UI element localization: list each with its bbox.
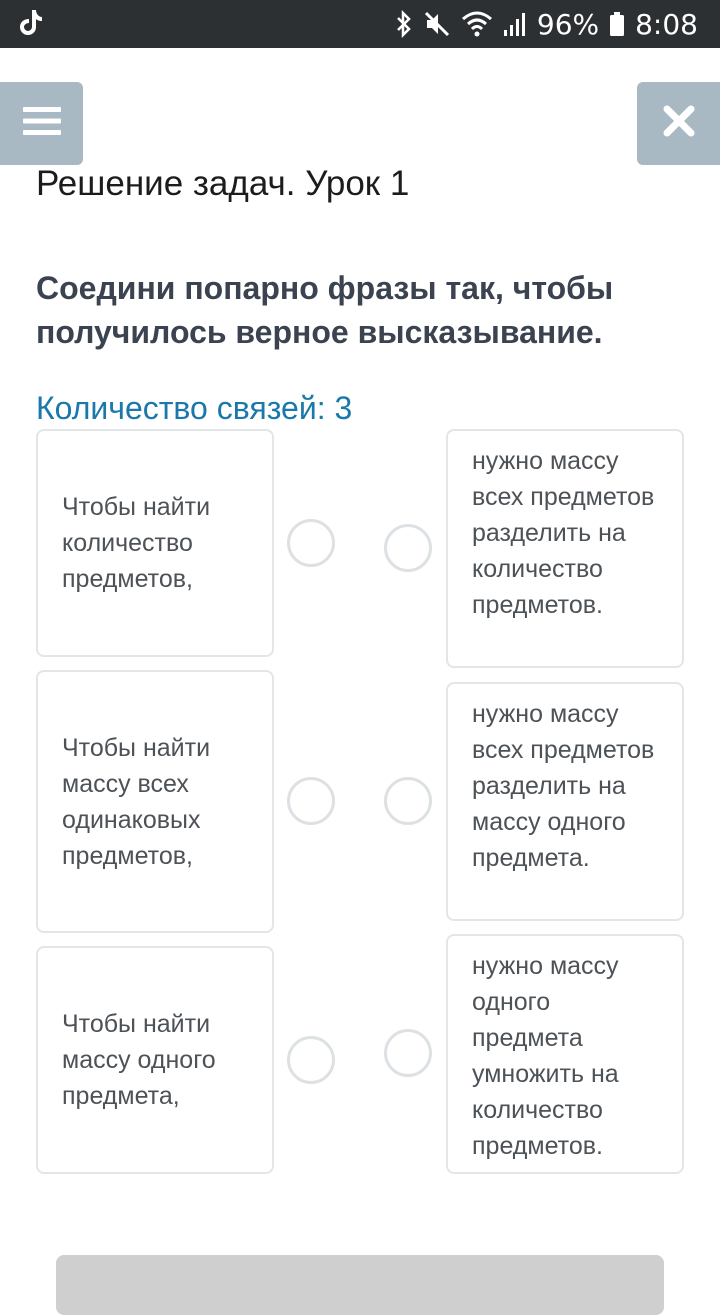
left-item-text: Чтобы найти количество предметов, bbox=[62, 493, 211, 593]
left-item-2[interactable] bbox=[36, 670, 274, 933]
hamburger-menu-icon bbox=[23, 105, 61, 142]
close-icon bbox=[663, 105, 695, 142]
left-item-text: Чтобы найти массу одного предмета, bbox=[62, 1010, 216, 1110]
submit-button[interactable] bbox=[56, 1255, 664, 1315]
left-connector-1[interactable] bbox=[287, 519, 335, 567]
close-button[interactable] bbox=[637, 82, 720, 165]
menu-button[interactable] bbox=[0, 82, 83, 165]
left-item-1[interactable] bbox=[36, 429, 274, 657]
status-right bbox=[395, 8, 698, 41]
right-item-2[interactable] bbox=[446, 682, 684, 921]
right-item-text: нужно массу всех предметов разделить на количество предметов. bbox=[472, 447, 655, 619]
battery-percent: 96% bbox=[536, 7, 600, 41]
right-connector-2[interactable] bbox=[384, 777, 432, 825]
left-connector-2[interactable] bbox=[287, 777, 335, 825]
wifi-icon bbox=[461, 10, 493, 38]
status-bar bbox=[0, 0, 720, 48]
question-text: Соедини попарно фразы так, чтобы получилось верное высказывание. bbox=[36, 270, 614, 350]
right-item-text: нужно массу одного предмета умножить на количество предметов. bbox=[472, 952, 619, 1160]
right-connector-3[interactable] bbox=[384, 1029, 432, 1077]
left-connector-3[interactable] bbox=[287, 1036, 335, 1084]
status-left bbox=[18, 8, 44, 41]
bluetooth-icon bbox=[395, 10, 413, 38]
mute-icon bbox=[423, 10, 451, 38]
right-item-text: нужно массу всех предметов разделить на массу одного предмета. bbox=[472, 700, 655, 872]
clock: 8:08 bbox=[635, 7, 698, 41]
right-item-1[interactable] bbox=[446, 429, 684, 668]
page-title: Решение задач. Урок 1 bbox=[36, 164, 410, 203]
tiktok-icon bbox=[18, 8, 44, 41]
left-item-text: Чтобы найти массу всех одинаковых предметов, bbox=[62, 733, 211, 870]
right-item-3[interactable] bbox=[446, 934, 684, 1174]
right-connector-1[interactable] bbox=[384, 524, 432, 572]
left-item-3[interactable] bbox=[36, 946, 274, 1174]
links-count: Количество связей: 3 bbox=[36, 390, 353, 426]
battery-icon bbox=[609, 10, 625, 38]
signal-icon bbox=[503, 10, 527, 38]
